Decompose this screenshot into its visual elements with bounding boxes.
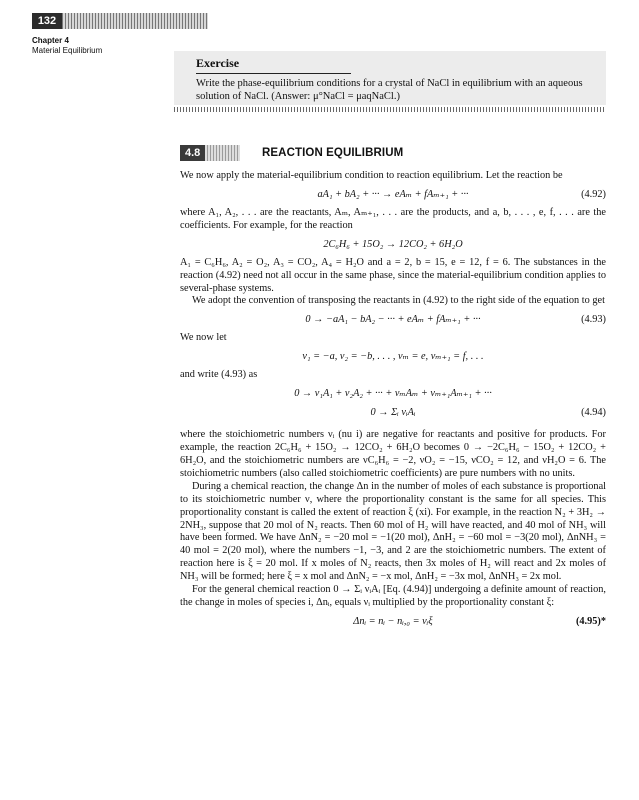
equation-4-94 <box>180 406 606 424</box>
equation: 0 → ν₁A₁ + ν₂A₂ + ··· + νₘAₘ + νₘ₊₁Aₘ₊₁ + ··· <box>294 388 492 400</box>
page-number: 132 <box>32 13 62 29</box>
equation: ν₁ = −a, ν₂ = −b, . . . , νₘ = e, νₘ₊₁ = f, . . . <box>302 351 484 363</box>
equation: 0 → −aA₁ − bA₂ − ··· + eAₘ + fAₘ₊₁ + ··· <box>305 314 481 326</box>
equation-number: (4.95)* <box>575 615 606 627</box>
section-heading <box>180 145 403 161</box>
exercise-title: Exercise <box>196 56 240 70</box>
exercise-rule <box>196 73 351 74</box>
equation: 0 → Σᵢ νᵢAᵢ <box>370 407 416 419</box>
chapter-label <box>32 36 102 56</box>
exercise-text: Write the phase-equilibrium conditions for a crystal of NaCl in equilibrium with an aqueous solution of NaCl. (Answer: μ°NaCl = μaqNaCl.) <box>196 78 583 102</box>
equation: 2C₆H₆ + 15O₂ → 12CO₂ + 6H₂O <box>323 238 463 250</box>
exercise-stripe <box>174 107 606 112</box>
paragraph: We adopt the convention of transposing the reactants in (4.92) to the right side of the equation to get <box>192 295 605 307</box>
section-number: 4.8 <box>180 145 205 161</box>
paragraph: where A₁, A₂, . . . are the reactants, Aₘ, Aₘ₊₁, . . . are the products, and a, b, . . . , e, f, . . . are the coefficients. For example, for the reaction <box>180 206 606 231</box>
page-number-bar <box>32 13 208 29</box>
paragraph: During a chemical reaction, the change Δn in the number of moles of each substance is proportional to its stoichiometric number ν, where the proportionality constant is the same for all species. This proportionality constant is called the extent of reaction ξ (xi). For example, in the reaction N₂ + 3H₂ → 2NH₃, suppose that 20 mol of N₂ reacts. Then 60 mol of H₂ will have reacted, and 40 mol of NH₃ will have been formed. We have ΔnN₂ = −20 mol = −1(20 mol), ΔnH₂ = −60 mol = −3(20 mol), ΔnNH₃ = 40 mol = 2(20 mol), where the numbers −1, −3, and 2 are the stoichiometric numbers. The extent of reaction here is ξ = 20 mol. If x moles of N₂ reacts, then 3x moles of H₂ will react and 2x moles of NH₃ will be formed; here ξ = x mol and ΔnN₂ = −x mol, ΔnH₂ = −3x mol, ΔnNH₃ = 2x mol. <box>180 480 606 583</box>
paragraph: We now let <box>180 332 227 344</box>
section-number-box <box>180 145 240 161</box>
equation-nus <box>180 350 606 364</box>
paragraph: and write (4.93) as <box>180 369 258 381</box>
paragraph: We now apply the material-equilibrium condition to reaction equilibrium. Let the reaction be <box>180 170 563 181</box>
equation-number: (4.92) <box>581 188 606 200</box>
paragraph: where the stoichiometric numbers νᵢ (nu i) are negative for reactants and positive for products. For example, the reaction 2C₆H₆ + 15O₂ → 12CO₂ + 6H₂O becomes 0 → −2C₆H₆ − 15O₂ + 12CO₂ + 6H₂O, and the stoichiometric numbers are νC₆H₆ = −2, νO₂ = −15, νCO₂ = 12, and νH₂O = 6. The stoichiometric numbers (also called stoichiometric coefficients) are pure numbers with no units. <box>180 429 606 479</box>
body-text <box>180 170 606 634</box>
equation-number: (4.94) <box>581 407 606 419</box>
paragraph: A₁ = C₆H₆, A₂ = O₂, A₃ = CO₂, A₄ = H₂O and a = 2, b = 15, e = 12, f = 6. The substances in the reaction (4.92) need not all occur in the same phase, since the material-equilibrium condition applies to several-phase systems. <box>180 256 606 294</box>
equation-4-93 <box>180 313 606 327</box>
equation-benzene <box>180 238 606 252</box>
equation-general <box>180 387 606 401</box>
exercise-box <box>174 51 606 105</box>
chapter-number: Chapter 4 <box>32 36 69 45</box>
equation-4-95 <box>180 615 606 629</box>
equation-number: (4.93) <box>581 314 606 326</box>
chapter-title: Material Equilibrium <box>32 46 103 55</box>
paragraph: For the general chemical reaction 0 → Σᵢ νᵢAᵢ [Eq. (4.94)] undergoing a definite amount of reaction, the change in moles of species i, Δnᵢ, equals νᵢ multiplied by the proportionality constant ξ: <box>180 584 606 608</box>
equation: Δnᵢ = nᵢ − nᵢ,₀ = νᵢξ <box>353 615 433 627</box>
section-title: REACTION EQUILIBRIUM <box>262 147 404 159</box>
equation-4-92 <box>180 188 606 202</box>
equation: aA₁ + bA₂ + ··· → eAₘ + fAₘ₊₁ + ··· <box>317 188 469 200</box>
